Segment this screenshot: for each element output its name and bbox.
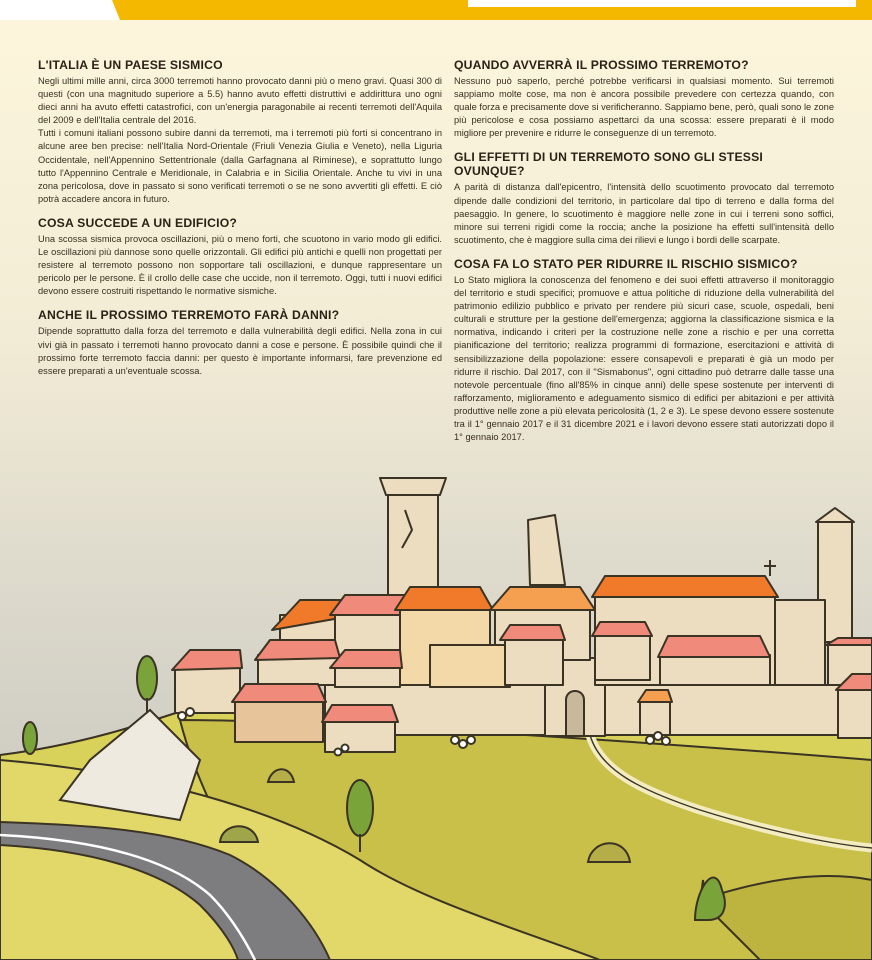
section-paragraph: Dipende soprattutto dalla forza del terremoto e dalla vulnerabilità degli edifici. Nella zona in cui vivi già in passato i terremoti hanno provocato danni a cose e persone. È possibile quindi che il prossimo forte terremoto faccia danni: per questo è importante informarsi, fare prevenzione ed essere preparati a un'eventuale scossa.	[38, 326, 442, 376]
section-paragraph: Nessuno può saperlo, perché potrebbe verificarsi in qualsiasi momento. Sui terremoti sappiamo molte cose, ma non è ancora possibile prevedere con certezza quando, con quale forza e precisamente dove si verificheranno. Sappiamo bene, però, quali sono le zone più pericolose e cosa possiamo aspettarci da una scossa: essere preparati è il modo migliore per prevenire e ridurre le conseguenze di un terremoto.	[454, 76, 834, 139]
section-effetti	[454, 150, 834, 246]
section-prossimo-danni	[38, 308, 442, 377]
section-edificio	[38, 216, 442, 298]
section-heading: COSA FA LO STATO PER RIDURRE IL RISCHIO SISMICO?	[454, 256, 798, 271]
section-heading: GLI EFFETTI DI UN TERREMOTO SONO GLI STESSI OVUNQUE?	[454, 150, 764, 179]
left-column	[38, 58, 442, 388]
section-stato	[454, 257, 834, 444]
section-heading: ANCHE IL PROSSIMO TERREMOTO FARÀ DANNI?	[38, 308, 340, 323]
section-heading: COSA SUCCEDE A UN EDIFICIO?	[38, 215, 238, 230]
top-banner	[0, 0, 872, 20]
section-paragraph: Tutti i comuni italiani possono subire danni da terremoti, ma i terremoti più forti si concentrano in alcune aree ben precise: nell'Italia Nord-Orientale (Friuli Venezia Giulia e Veneto), nella Liguria Occidentale, nell'Appennino Settentrionale (dalla Garfagnana al Riminese), e soprattutto lungo tutto l'Appennino Centrale e Meridionale, in Calabria e in Sicilia Orientale. Anche tu vivi in una zona pericolosa, dove in passato si sono verificati terremoti o se ne sono avvertiti gli effetti. E ciò potrà accadere ancora in futuro.	[38, 128, 442, 204]
right-column	[454, 58, 834, 454]
section-paragraph: A parità di distanza dall'epicentro, l'intensità dello scuotimento provocato dal terremoto dipende dalle condizioni del territorio, in particolare dal tipo di terreno e dalla forma del paesaggio. In genere, lo scuotimento è maggiore nelle zone in cui i terreni sono soffici, minore sui terreni rigidi come la roccia; anche la posizione ha effetti sull'intensità dello scuotimento, che è maggiore sulla cima dei rilievi e lungo i bordi delle scarpate.	[454, 182, 834, 245]
section-heading: L'ITALIA È UN PAESE SISMICO	[38, 58, 223, 72]
section-paragraph: Una scossa sismica provoca oscillazioni, più o meno forti, che scuotono in vario modo gli edifici. Le oscillazioni più dannose sono quelle orizzontali. Gli edifici più antichi e quelli non progettati per resistere al terremoto possono non sopportare tali oscillazioni, e dunque rappresentare un pericolo per le persone. È il crollo delle case che uccide, non il terremoto. Oggi, tutti i nuovi edifici devono essere costruiti rispettando le normative sismiche.	[38, 233, 442, 297]
section-heading: QUANDO AVVERRÀ IL PROSSIMO TERREMOTO?	[454, 58, 749, 72]
section-quando	[454, 58, 834, 140]
section-paragraph: Negli ultimi mille anni, circa 3000 terremoti hanno provocato danni più o meno gravi. Quasi 300 di questi (con una magnitudo superiore a 5.5) hanno avuto effetti distruttivi e addirittura uno ogni dieci anni ha avuto effetti catastrofici, con un'energia paragonabile ai recenti terremoti dell'Aquila del 2009 e dell'Italia centrale del 2016.	[38, 76, 442, 126]
section-paragraph: Lo Stato migliora la conoscenza del fenomeno e dei suoi effetti attraverso il monitoraggio del territorio e studi specifici; promuove e attua politiche di riduzione della vulnerabilità del patrimonio edilizio pubblico e privato per rendere più sicuri case, scuole, ospedali, beni culturali e strutture per la gestione dell'emergenza; aggiorna la classificazione sismica e la normativa, indicando i criteri per la costruzione nelle zone a rischio e per una corretta pianificazione del territorio; realizza programmi di formazione, esercitazioni e attività di sensibilizzazione della popolazione: essere consapevoli e preparati è già un modo per ridurre il rischio. Dal 2017, con il "Sismabonus", ogni cittadino può detrarre dalle tasse una notevole percentuale (fino all'85% in cinque anni) delle spese sostenute per interventi di rafforzamento, miglioramento e adeguamento sismico di edifici per abitazioni e per attività produttive nelle zone a più elevata pericolosità (1, 2 e 3). Le spese devono essere sostenute tra il 1° gennaio 2017 e il 31 dicembre 2021 e i lavori devono essere stati autorizzati dopo il 1° gennaio 2017.	[454, 274, 834, 443]
section-paese-sismico	[38, 58, 442, 206]
